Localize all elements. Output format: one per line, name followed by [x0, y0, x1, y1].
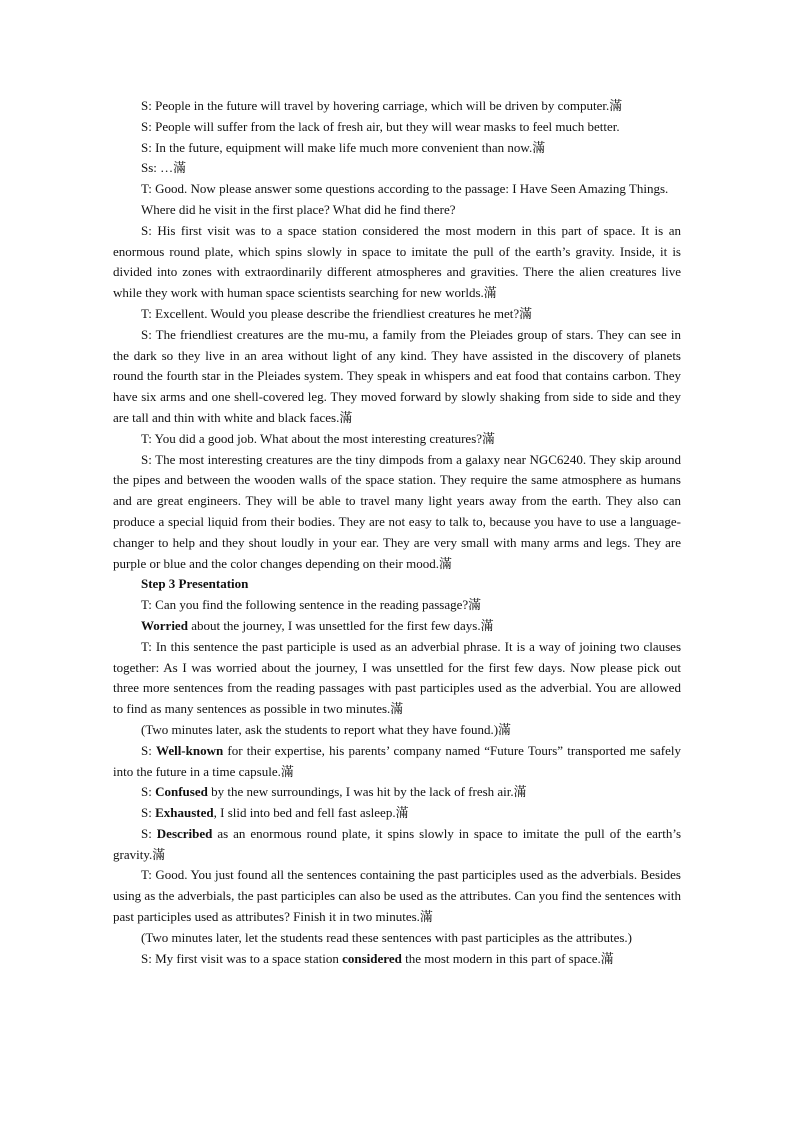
bold-text: Well-known: [156, 742, 224, 758]
text-run: S:: [141, 784, 156, 800]
text-run: T: Good. You just found all the sentences containing the past participles used as the adverbials. Besides using as the adverbials, the past participles can also be used as the attributes. Can you find the sentences with past participles used as attributes? Finish it in two minutes.滿: [113, 867, 681, 925]
paragraph: [113, 96, 681, 117]
text-run: T: Excellent. Would you please describe the friendliest creatures he met?滿: [141, 305, 533, 321]
paragraph: [113, 138, 681, 159]
paragraph: [113, 949, 681, 970]
text-run: S: People in the future will travel by hovering carriage, which will be driven by computer.滿: [141, 98, 623, 113]
document-body: [113, 96, 681, 969]
paragraph: [113, 179, 681, 200]
text-run: S: In the future, equipment will make life much more convenient than now.滿: [141, 139, 546, 155]
paragraph: [113, 928, 681, 949]
text-run: S: The friendliest creatures are the mu-mu, a family from the Pleiades group of stars. They can see in the dark so they live in an area without light of any kind. They have assisted in the discovery of planets round the fourth star in the Pleiades system. They speak in whispers and eat food that contains carbon. They have six arms and one shell-covered leg. They moved forward by slowly shaking from side to side and they are tall and thin with white and black faces.滿: [113, 326, 681, 425]
paragraph: [113, 158, 681, 179]
text-run: T: In this sentence the past participle is used as an adverbial phrase. It is a way of joining two clauses together: As I was worried about the journey, I was unsettled for the first few days. Now please pick out three more sentences from the reading passages with past participles used as the adverbial. You are allowed to find as many sentences as possible in two minutes.滿: [113, 638, 681, 717]
paragraph: [113, 741, 681, 783]
text-run: (Two minutes later, ask the students to report what they have found.)滿: [141, 721, 512, 737]
paragraph: [113, 117, 681, 138]
paragraph: [113, 450, 681, 575]
paragraph: [113, 574, 681, 595]
text-run: S: The most interesting creatures are the tiny dimpods from a galaxy near NGC6240. They skip around the pipes and between the wooden walls of the space station. They require the same atmosphere as humans and are great engineers. They will be able to travel many light years away from the earth. They also can produce a special liquid from their bodies. They are not easy to talk to, because you have to use a language-changer to help and they shout loudly in your ear. They are very small with many arms and legs. They are purple or blue and the color changes depending on their mood.滿: [113, 451, 681, 571]
text-run: as an enormous round plate, it spins slowly in space to imitate the pull of the earth’s gravity.滿: [113, 825, 682, 862]
text-run: S: His first visit was to a space station considered the most modern in this part of space. It is an enormous round plate, which spins slowly in space to imitate the pull of the earth’s gravity. Inside, it is divided into zones with extraordinarily different atmospheres and gravities. There the alien creatures live while they work with human space scientists searching for new worlds.滿: [113, 222, 681, 301]
paragraph: [113, 221, 681, 304]
bold-text: Described: [156, 825, 213, 841]
text-run: about the journey, I was unsettled for the first few days.滿: [187, 617, 494, 633]
text-run: the most modern in this part of space.滿: [401, 950, 614, 966]
text-run: S: People will suffer from the lack of fresh air, but they will wear masks to feel much better.: [141, 118, 620, 134]
text-run: Where did he visit in the first place? What did he find there?: [141, 201, 456, 217]
paragraph: [113, 782, 681, 803]
text-run: , I slid into bed and fell fast asleep.滿: [213, 805, 409, 821]
text-run: by the new surroundings, I was hit by the lack of fresh air.滿: [207, 784, 527, 800]
paragraph: [113, 325, 681, 429]
bold-text: Confused: [155, 784, 208, 800]
text-run: (Two minutes later, let the students read these sentences with past participles as the attributes.): [141, 929, 632, 945]
paragraph: [113, 595, 681, 616]
paragraph: [113, 429, 681, 450]
paragraph: [113, 304, 681, 325]
paragraph: [113, 865, 681, 927]
paragraph: [113, 616, 681, 637]
bold-text: Worried: [141, 617, 188, 633]
paragraph: [113, 637, 681, 720]
text-run: S:: [141, 742, 157, 758]
text-run: S:: [141, 805, 156, 821]
paragraph: [113, 824, 681, 866]
text-run: for their expertise, his parents’ company named “Future Tours” transported me safely into the future in a time capsule.滿: [113, 742, 681, 779]
paragraph: [113, 200, 681, 221]
bold-text: considered: [342, 950, 402, 966]
text-run: Ss: …滿: [141, 160, 187, 176]
text-run: S: My first visit was to a space station: [141, 950, 343, 966]
paragraph: [113, 720, 681, 741]
paragraph: [113, 803, 681, 824]
bold-text: Step 3 Presentation: [141, 576, 249, 592]
text-run: S:: [141, 825, 157, 841]
text-run: T: Can you find the following sentence in the reading passage?滿: [141, 597, 482, 613]
text-run: T: Good. Now please answer some questions according to the passage: I Have Seen Amazing Things.: [141, 181, 669, 197]
text-run: T: You did a good job. What about the most interesting creatures?滿: [141, 430, 496, 446]
bold-text: Exhausted: [155, 805, 214, 821]
